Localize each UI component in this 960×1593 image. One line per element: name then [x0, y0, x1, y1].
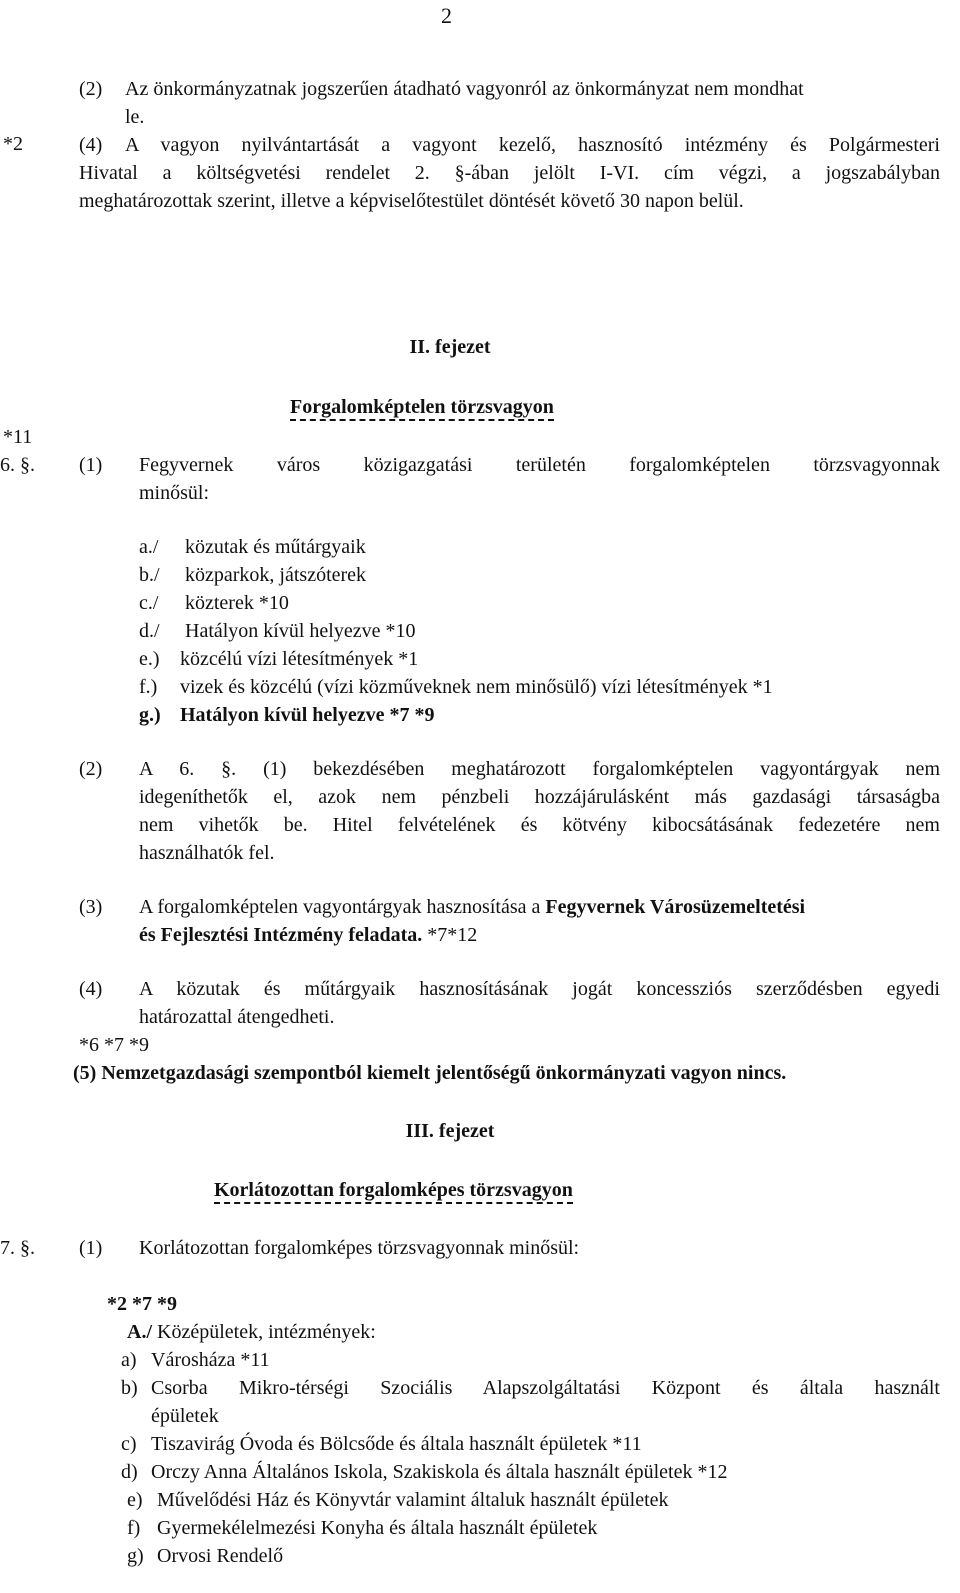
paragraph-line: [139, 893, 805, 921]
plain-text: A forgalomképtelen vagyontárgyak hasznosítása a: [139, 896, 546, 918]
list-item: Hatályon kívül helyezve *10: [185, 620, 416, 642]
list-item: Orvosi Rendelő: [157, 1545, 284, 1567]
list-item-label: b): [121, 1377, 138, 1399]
paragraph-number: (2): [79, 78, 103, 100]
list-item-label: c./: [139, 592, 159, 614]
page-number: 2: [441, 3, 452, 28]
list-item-label: c): [121, 1433, 137, 1455]
section-number: 6. §.: [0, 454, 35, 476]
chapter-subtitle-text: Forgalomképtelen törzsvagyon: [290, 396, 554, 421]
chapter-subtitle: [214, 1176, 573, 1204]
margin-note: *11: [3, 426, 33, 448]
paragraph-line: idegeníthetők el, azok nem pénzbeli hozzájárulásként más gazdasági társaságba: [139, 786, 940, 808]
paragraph-bold: (5) Nemzetgazdasági szempontból kiemelt jelentőségű önkormányzati vagyon nincs.: [73, 1062, 787, 1084]
paragraph-number: (1): [79, 1237, 103, 1259]
list-item-label: e): [127, 1489, 143, 1511]
plain-text: *7*12: [422, 924, 478, 946]
list-item: Művelődési Ház és Könyvtár valamint általuk használt épületek: [157, 1489, 669, 1511]
paragraph-number: (2): [79, 758, 103, 780]
paragraph-line: A 6. §. (1) bekezdésében meghatározott forgalomképtelen vagyontárgyak nem: [139, 758, 940, 780]
chapter-heading: II. fejezet: [409, 336, 491, 358]
paragraph-line: A vagyon nyilvántartását a vagyont kezelő, hasznosító intézmény és Polgármesteri: [125, 134, 940, 156]
list-item-label: f.): [139, 676, 158, 698]
paragraph-line: Korlátozottan forgalomképes törzsvagyonnak minősül:: [139, 1237, 580, 1259]
list-item-label: a./: [139, 536, 159, 558]
paragraph-line: Fegyvernek város közigazgatási területén forgalomképtelen törzsvagyonnak: [139, 454, 940, 476]
paragraph-line: határozattal átengedheti.: [139, 1006, 335, 1028]
paragraph-line: használhatók fel.: [139, 842, 275, 864]
list-item: Hatályon kívül helyezve *7 *9: [180, 704, 435, 726]
list-item: közutak és műtárgyaik: [185, 536, 366, 558]
group-text: Középületek, intézmények:: [152, 1321, 376, 1343]
list-item: Csorba Mikro-térségi Szociális Alapszolgáltatási Központ és általa használt: [151, 1377, 940, 1399]
chapter-heading: III. fejezet: [405, 1120, 495, 1142]
list-item: Városháza *11: [151, 1349, 270, 1371]
section-number: 7. §.: [0, 1237, 35, 1259]
list-item-label: e.): [139, 648, 160, 670]
paragraph-line: meghatározottak szerint, illetve a képviselőtestület döntését követő 30 napon belül.: [79, 190, 744, 212]
list-item: közparkok, játszóterek: [185, 564, 367, 586]
list-item: Tiszavirág Óvoda és Bölcsőde és általa használt épületek *11: [151, 1433, 642, 1455]
paragraph-number: (4): [79, 978, 103, 1000]
list-item-label: d./: [139, 620, 160, 642]
list-item: vizek és közcélú (vízi közműveknek nem minősülő) vízi létesítmények *1: [180, 676, 773, 698]
chapter-subtitle-text: Korlátozottan forgalomképes törzsvagyon: [214, 1179, 573, 1204]
paragraph-number: (3): [79, 896, 103, 918]
note-line: *6 *7 *9: [79, 1034, 149, 1056]
list-item-label: g): [127, 1545, 144, 1567]
list-item-label: a): [121, 1349, 137, 1371]
margin-note: *2: [3, 133, 23, 155]
list-item-label: f): [127, 1517, 141, 1539]
paragraph-number: (1): [79, 454, 103, 476]
paragraph-line: A közutak és műtárgyaik hasznosításának jogát koncessziós szerződésben egyedi: [139, 978, 940, 1000]
paragraph-line: nem vihetők be. Hitel felvételének és kötvény kibocsátásának fedezetére nem: [139, 814, 940, 836]
list-item: Gyermekélelmezési Konyha és általa használt épületek: [157, 1517, 598, 1539]
list-item-label: b./: [139, 564, 160, 586]
list-item-label: g.): [139, 704, 161, 726]
list-item-label: d): [121, 1461, 138, 1483]
group-heading: [127, 1318, 376, 1346]
bold-text: Fegyvernek Városüzemeltetési: [545, 896, 806, 918]
paragraph-line: le.: [125, 106, 145, 128]
note-line: *2 *7 *9: [107, 1293, 177, 1315]
paragraph-line: [139, 921, 477, 949]
list-item-continuation: épületek: [151, 1405, 219, 1427]
group-label: A./: [127, 1321, 152, 1343]
paragraph-line: Hivatal a költségvetési rendelet 2. §-ában jelölt I-VI. cím végzi, a jogszabályban: [79, 162, 940, 184]
list-item: közterek *10: [185, 592, 289, 614]
list-item: közcélú vízi létesítmények *1: [180, 648, 419, 670]
paragraph-line: minősül:: [139, 482, 210, 504]
list-item: Orczy Anna Általános Iskola, Szakiskola és általa használt épületek *12: [151, 1461, 728, 1483]
chapter-subtitle: [290, 393, 554, 421]
paragraph-line: Az önkormányzatnak jogszerűen átadható vagyonról az önkormányzat nem mondhat: [125, 78, 804, 100]
paragraph-number: (4): [79, 134, 103, 156]
bold-text: és Fejlesztési Intézmény feladata.: [139, 924, 423, 946]
